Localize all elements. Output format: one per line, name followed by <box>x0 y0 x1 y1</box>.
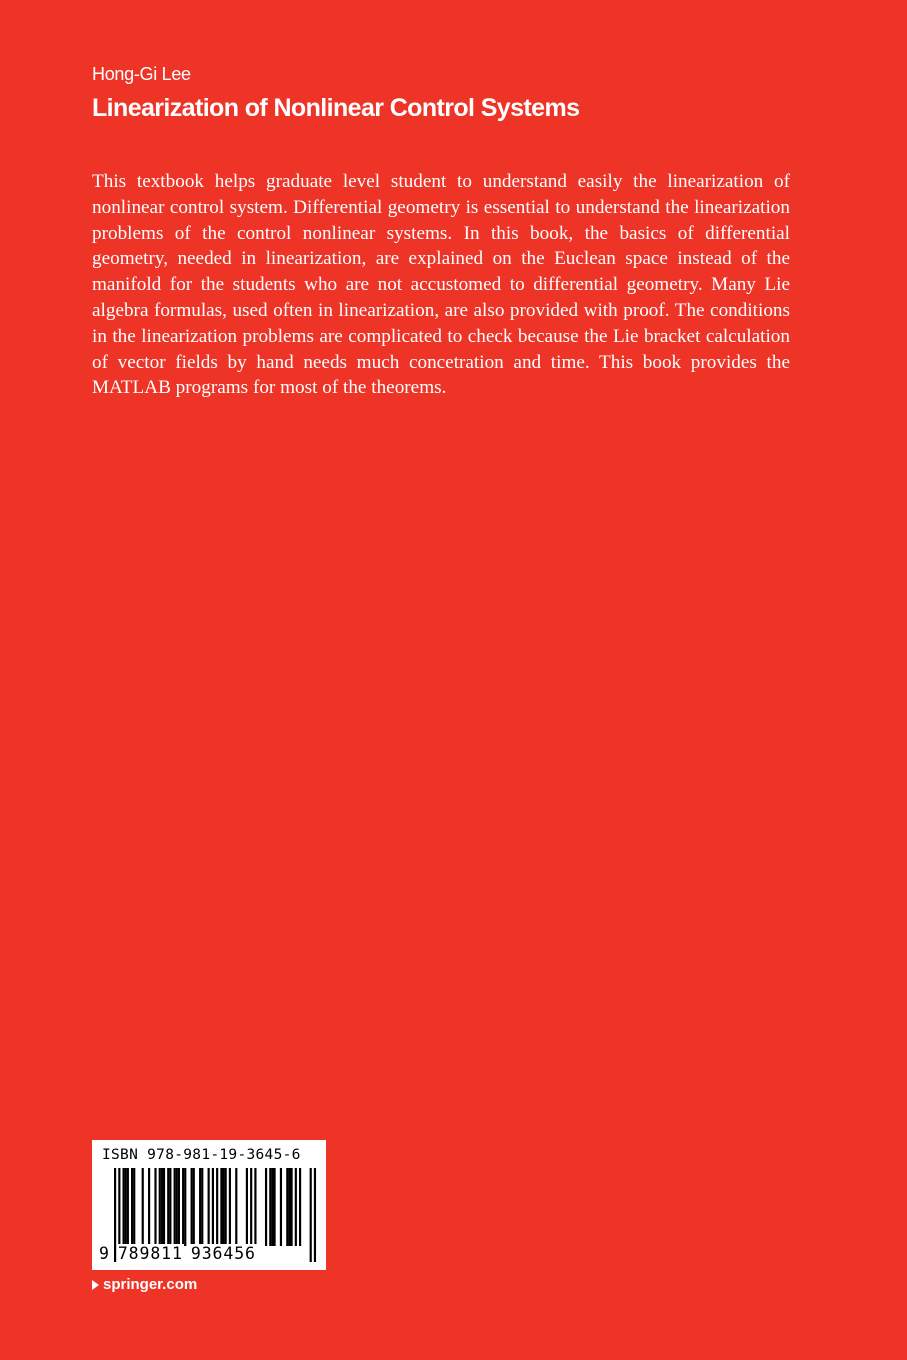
barcode-bar <box>163 1168 165 1246</box>
barcode-bar <box>159 1168 161 1246</box>
isbn-label: ISBN 978-981-19-3645-6 <box>102 1147 301 1163</box>
barcode-bar <box>290 1168 292 1246</box>
arrow-right-icon <box>92 1280 99 1290</box>
barcode-bar <box>246 1168 248 1246</box>
barcode-bar <box>280 1168 282 1246</box>
barcode-bar <box>250 1168 252 1246</box>
barcode-bar <box>229 1168 231 1246</box>
barcode-bar <box>193 1168 195 1246</box>
barcode-bar <box>295 1168 297 1246</box>
barcode-bar <box>125 1168 127 1246</box>
barcode-bar <box>199 1168 201 1246</box>
barcode-bar <box>167 1168 169 1246</box>
barcode-bar <box>271 1168 273 1246</box>
barcode-bar <box>201 1168 203 1246</box>
barcode-bar <box>148 1168 150 1246</box>
barcode-bar <box>169 1168 171 1246</box>
barcode-bar <box>225 1168 227 1246</box>
barcode-bar <box>273 1168 275 1246</box>
barcode-bar <box>235 1168 237 1246</box>
publisher-link[interactable] <box>92 1275 197 1295</box>
barcode-bar <box>222 1168 224 1246</box>
barcode-bar <box>208 1168 210 1246</box>
barcode-bar <box>178 1168 180 1246</box>
author-name: Hong-Gi Lee <box>92 64 191 84</box>
barcode-bar <box>182 1168 184 1246</box>
barcode-box <box>92 1140 326 1270</box>
barcode-bar <box>142 1168 144 1246</box>
barcode-bar <box>133 1168 135 1246</box>
barcode-bar <box>286 1168 288 1246</box>
barcode-bar <box>174 1168 176 1246</box>
barcode-bar <box>220 1168 222 1246</box>
barcode-bar <box>154 1168 156 1246</box>
barcode-bar <box>269 1168 271 1246</box>
barcode-bar <box>314 1168 316 1262</box>
barcode-digits-first: 9 <box>99 1244 110 1263</box>
barcode-bar <box>299 1168 301 1246</box>
barcode-bar <box>184 1168 186 1246</box>
barcode-bar <box>288 1168 290 1246</box>
barcode-digits-left: 789811 <box>117 1244 183 1263</box>
publisher-link-text: springer.com <box>103 1276 198 1293</box>
barcode-bar <box>265 1168 267 1246</box>
barcode-bar <box>176 1168 178 1246</box>
barcode-bar <box>310 1168 312 1262</box>
barcode-bar <box>254 1168 256 1246</box>
barcode-bar <box>191 1168 193 1246</box>
blurb <box>92 169 790 401</box>
barcode-bar <box>123 1168 125 1246</box>
barcode-digits-right: 936456 <box>190 1244 256 1263</box>
barcode-digits <box>98 1244 257 1264</box>
barcode-bar <box>127 1168 129 1246</box>
book-title: Linearization of Nonlinear Control Systems <box>92 94 580 122</box>
barcode-bar <box>161 1168 163 1246</box>
barcode-bar <box>131 1168 133 1246</box>
blurb-text: This textbook helps graduate level student to understand easily the linearization of nonlinear control system. Differential geometry is essential to understand the linearization problems of the control nonlinear systems. In this book, the basics of differential geometry, needed in linearization, are explained on the Euclean space instead of the manifold for the students who are not accustomed to differential geometry. Many Lie algebra formulas, used often in linearization, are also provided with proof. The conditions in the linearization problems are complicated to check because the Lie bracket calculation of vector fields by hand needs much concetration and time. This book provides the MATLAB programs for most of the theorems. <box>92 171 790 399</box>
